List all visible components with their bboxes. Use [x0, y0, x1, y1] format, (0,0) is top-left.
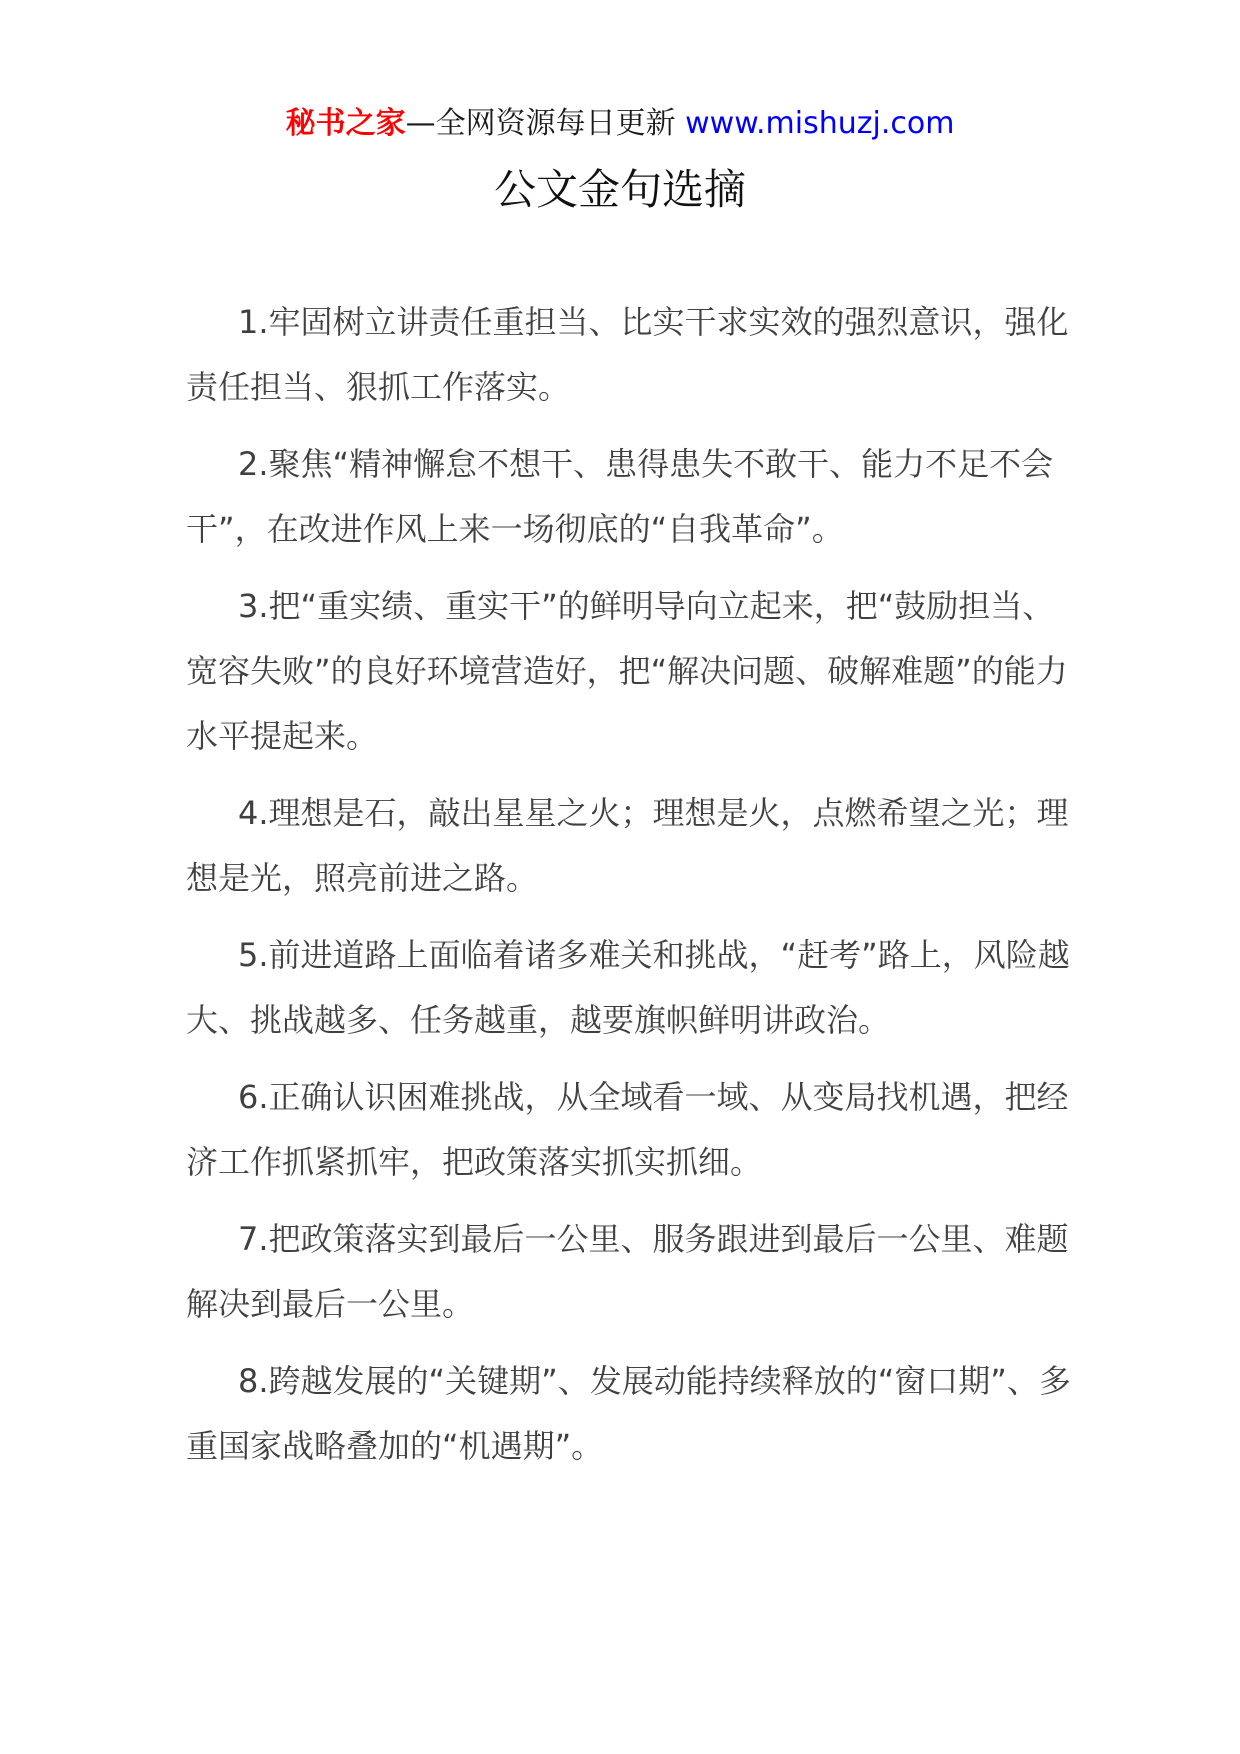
paragraph-1: 1.牢固树立讲责任重担当、比实干求实效的强烈意识，强化责任担当、狠抓工作落实。: [186, 303, 1069, 406]
paragraph-3: 3.把“重实绩、重实干”的鲜明导向立起来，把“鼓励担当、宽容失败”的良好环境营造好，把“解决问题、破解难题”的能力水平提起来。: [186, 587, 1068, 755]
site-url-link[interactable]: www.mishuzj.com: [685, 106, 955, 141]
paragraph-2: 2.聚焦“精神懈怠不想干、患得患失不敢干、能力不足不会干”，在改进作风上来一场彻底的“自我革命”。: [186, 445, 1054, 548]
site-header: [0, 100, 1240, 148]
paragraph-7: 7.把政策落实到最后一公里、服务跟进到最后一公里、难题解决到最后一公里。: [186, 1220, 1069, 1323]
paragraph-8: 8.跨越发展的“关键期”、发展动能持续释放的“窗口期”、多重国家战略叠加的“机遇期”。: [186, 1362, 1071, 1465]
paragraph-6: 6.正确认识困难挑战，从全域看一域、从变局找机遇，把经济工作抓紧抓牢，把政策落实抓实抓细。: [186, 1078, 1069, 1181]
document-body: [186, 290, 1086, 1491]
paragraph-4: 4.理想是石，敲出星星之火；理想是火，点燃希望之光；理想是光，照亮前进之路。: [186, 794, 1069, 897]
paragraph-5: 5.前进道路上面临着诸多难关和挑战，“赶考”路上，风险越大、挑战越多、任务越重，越要旗帜鲜明讲政治。: [186, 936, 1070, 1039]
document-title: 公文金句选摘: [493, 165, 746, 214]
brand-name: 秘书之家: [285, 106, 406, 141]
site-tagline: —全网资源每日更新: [405, 106, 676, 141]
